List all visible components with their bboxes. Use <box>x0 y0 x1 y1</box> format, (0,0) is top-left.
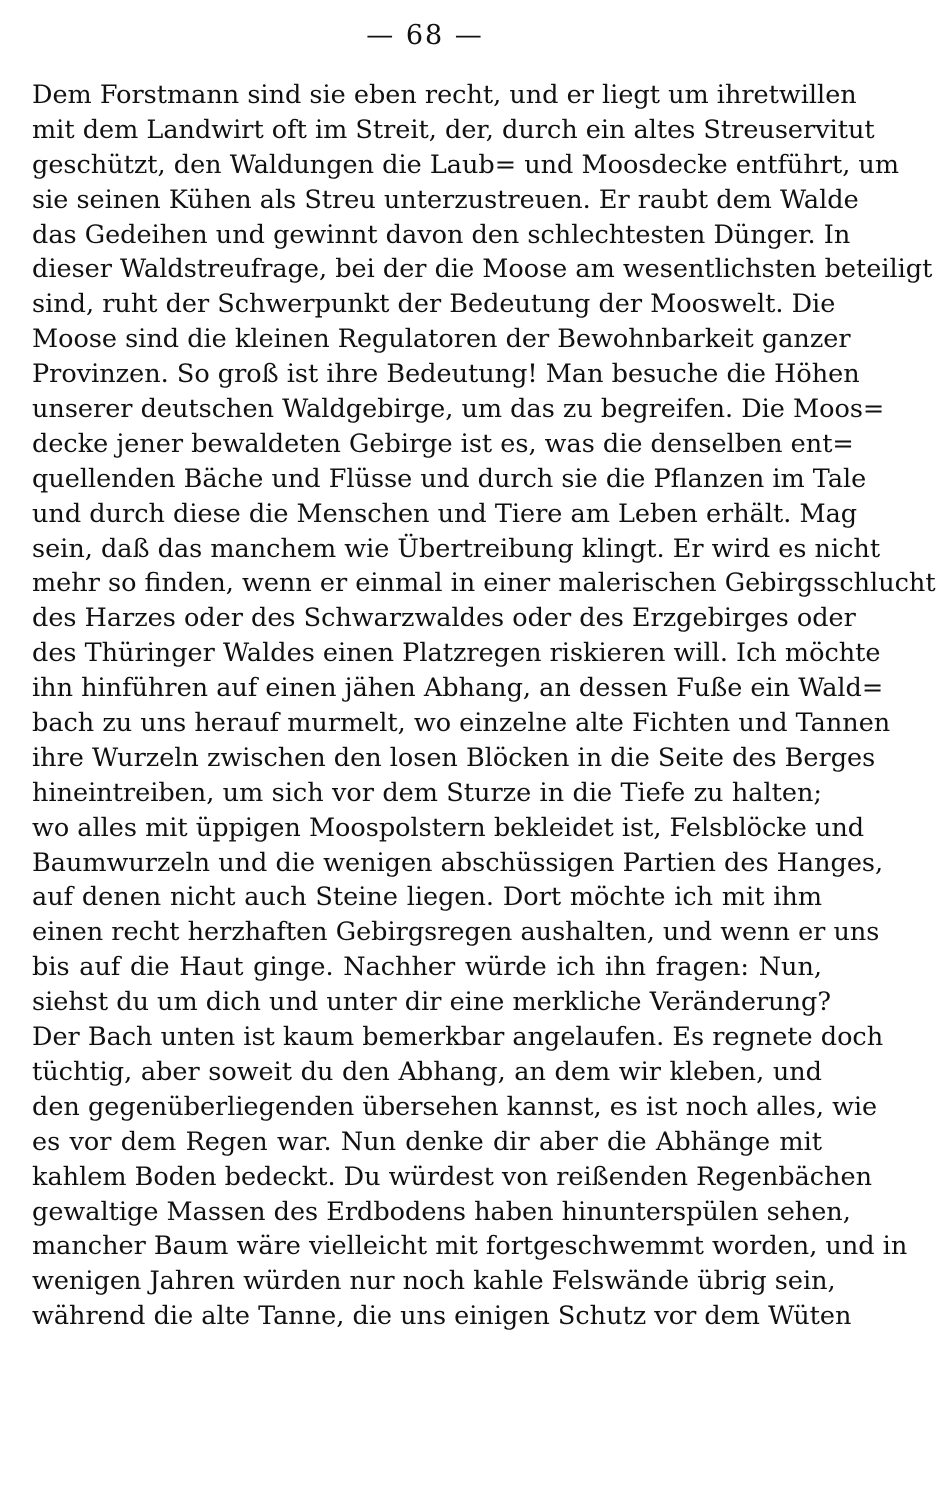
text-line: sind, ruht der Schwerpunkt der Bedeutung der Mooswelt. Die <box>32 289 836 320</box>
text-line: unserer deutschen Waldgebirge, um das zu begreifen. Die Moos= <box>32 394 885 425</box>
text-line: sie seinen Kühen als Streu unterzustreuen. Er raubt dem Walde <box>32 184 859 215</box>
text-line: wo alles mit üppigen Moospolstern bekleidet ist, Felsblöcke und <box>32 812 865 843</box>
text-line: sein, daß das manchem wie Übertreibung klingt. Er wird es nicht <box>32 533 881 564</box>
text-line: bis auf die Haut ginge. Nachher würde ich ihn fragen: Nun, <box>32 952 822 983</box>
page-number: — 68 — <box>366 20 484 51</box>
text-line: dieser Waldstreufrage, bei der die Moose am wesentlichsten beteiligt <box>32 254 933 285</box>
text-line: mehr so finden, wenn er einmal in einer malerischen Gebirgsschlucht <box>32 568 936 599</box>
text-line: des Thüringer Waldes einen Platzregen riskieren will. Ich möchte <box>32 638 881 669</box>
text-line: quellenden Bäche und Flüsse und durch sie die Pflanzen im Tale <box>32 463 867 494</box>
text-line: und durch diese die Menschen und Tiere am Leben erhält. Mag <box>32 498 858 529</box>
text-line: das Gedeihen und gewinnt davon den schlechtesten Dünger. In <box>32 219 851 250</box>
text-line: Der Bach unten ist kaum bemerkbar angelaufen. Es regnete doch <box>32 1022 884 1053</box>
text-line: den gegenüberliegenden übersehen kannst, es ist noch alles, wie <box>32 1091 878 1122</box>
text-line: ihn hinführen auf einen jähen Abhang, an dessen Fuße ein Wald= <box>32 673 884 704</box>
text-line: Moose sind die kleinen Regulatoren der Bewohnbarkeit ganzer <box>32 324 851 355</box>
text-line: geschützt, den Waldungen die Laub= und Moosdecke entführt, um <box>32 149 900 180</box>
text-line: hineintreiben, um sich vor dem Sturze in die Tiefe zu halten; <box>32 777 822 808</box>
text-line: Provinzen. So groß ist ihre Bedeutung! Man besuche die Höhen <box>32 359 860 390</box>
text-line: während die alte Tanne, die uns einigen Schutz vor dem Wüten <box>32 1301 852 1332</box>
text-line: mancher Baum wäre vielleicht mit fortgeschwemmt worden, und in <box>32 1231 908 1262</box>
body-text <box>32 78 936 1334</box>
text-line: einen recht herzhaften Gebirgsregen aushalten, und wenn er uns <box>32 917 880 948</box>
text-line: Baumwurzeln und die wenigen abschüssigen Partien des Hanges, <box>32 847 884 878</box>
text-line: decke jener bewaldeten Gebirge ist es, was die denselben ent= <box>32 428 854 459</box>
text-line: Dem Forstmann sind sie eben recht, und er liegt um ihretwillen <box>32 80 857 110</box>
text-line: mit dem Landwirt oft im Streit, der, durch ein altes Streuservitut <box>32 114 875 145</box>
text-line: auf denen nicht auch Steine liegen. Dort möchte ich mit ihm <box>32 882 822 913</box>
text-line: gewaltige Massen des Erdbodens haben hinunterspülen sehen, <box>32 1196 851 1227</box>
text-line: bach zu uns herauf murmelt, wo einzelne alte Fichten und Tannen <box>32 708 891 739</box>
text-line: wenigen Jahren würden nur noch kahle Felswände übrig sein, <box>32 1266 836 1297</box>
text-line: siehst du um dich und unter dir eine merkliche Veränderung? <box>32 987 831 1018</box>
text-line: ihre Wurzeln zwischen den losen Blöcken in die Seite des Berges <box>32 742 876 773</box>
text-line: es vor dem Regen war. Nun denke dir aber die Abhänge mit <box>32 1126 822 1157</box>
text-line: kahlem Boden bedeckt. Du würdest von reißenden Regenbächen <box>32 1161 873 1192</box>
text-line: tüchtig, aber soweit du den Abhang, an dem wir kleben, und <box>32 1056 822 1087</box>
text-line: des Harzes oder des Schwarzwaldes oder des Erzgebirges oder <box>32 603 856 634</box>
